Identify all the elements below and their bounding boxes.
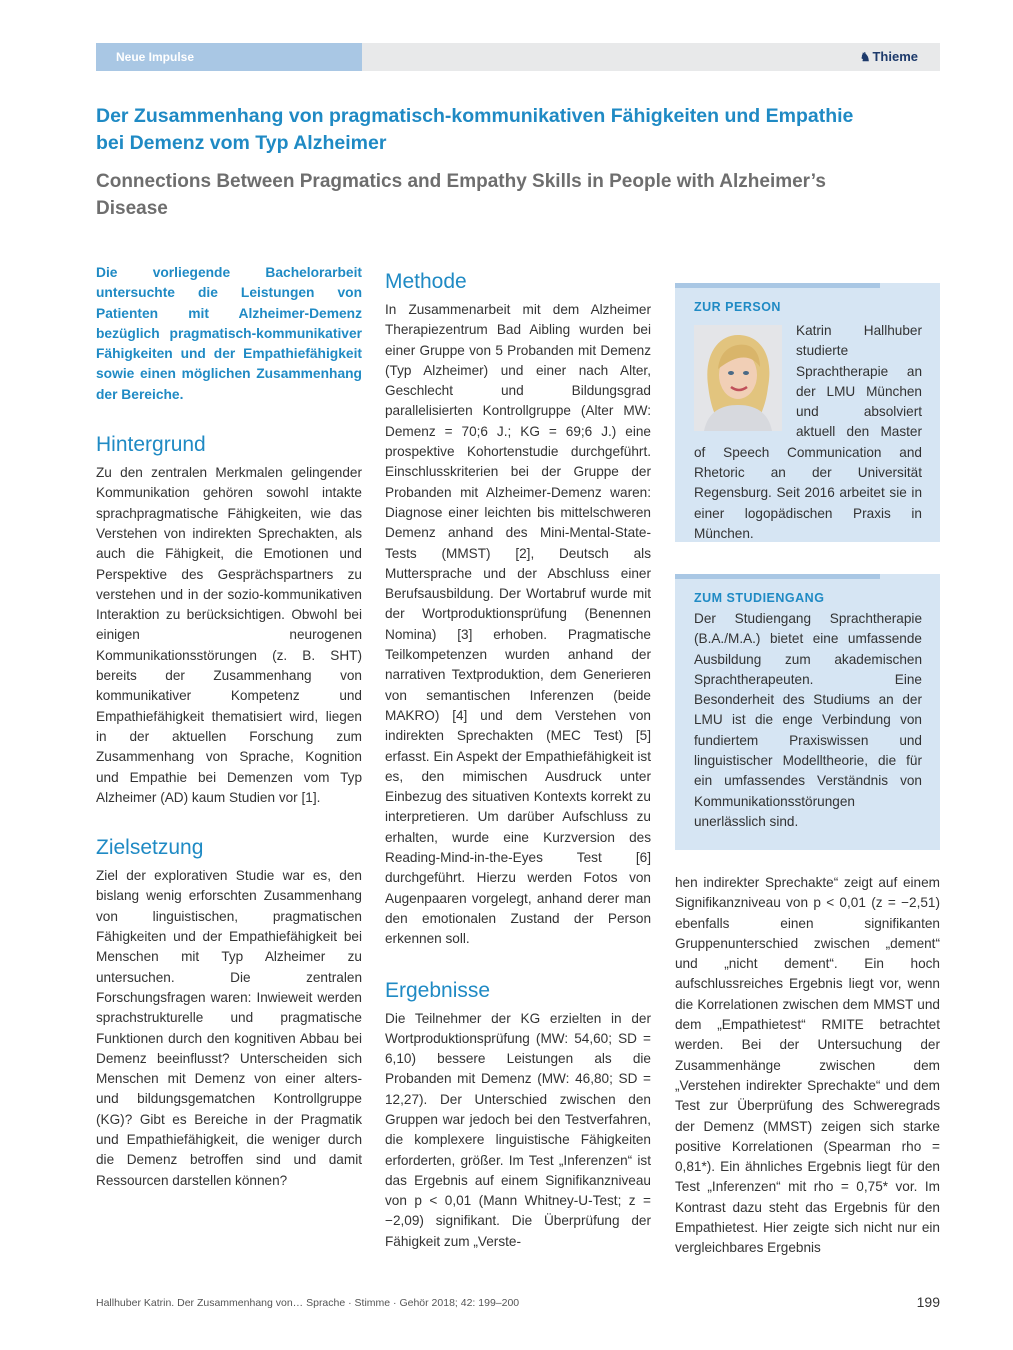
paragraph-hintergrund: Zu den zentralen Merkmalen gelingender Kommunikation gehören sowohl intakte sprachpragmatische Fähigkeiten, wie das Verstehen von indirekten Sprechakten, als auch die Fähigkeit, die Emotionen und Perspektive des Gesprächspartners zu verstehen und in der sozio-kommunikativen Interaktion zu berücksichtigen. Obwohl bei einigen neurogenen Kommunikationsstörungen (z. B. SHT) bereits der Zusammenhang von kommunikativer Kompetenz und Empathiefähigkeit thematisiert wird, liegen in der aktuellen Forschung zum Zusammenhang von Sprache, Kognition und Empathie bei Demenzen vom Typ Alzheimer (AD) kaum Studien vor [1].	[96, 465, 362, 805]
lead-paragraph: Die vorliegende Bachelorarbeit untersuchte die Leistungen von Patienten mit Alzheimer-Demenz bezüglich pragmatisch-kommunikativer Fähigkeiten und der Empathiefähigkeit sowie einen möglichen Zusammenhang der Bereiche.	[96, 265, 362, 402]
heading-hintergrund: Hintergrund	[96, 433, 206, 457]
publisher-brand	[860, 43, 918, 71]
author-portrait	[694, 325, 782, 431]
paragraph-methode: In Zusammenarbeit mit dem Alzheimer Therapiezentrum Bad Aibling wurden bei einer Gruppe von 5 Probanden mit Demenz (Typ Alzheimer) und einer nach Alter, Geschlecht und Bildungsgrad parallelisierten Kontrollgruppe (Alter MW: Demenz = 70;6 J.; KG = 69;6 J.) eine prospektive Kohortenstudie durchgeführt. Einschlusskriterien bei der Gruppe der Probanden mit Alzheimer-Demenz waren: Diagnose einer leichten bis mittelschweren Demenz anhand des Mini-Mental-State-Tests (MMST) [2], Deutsch als Muttersprache und der Abschluss einer Berufsausbildung. Der Wortabruf wurde mit der Wortproduktionsprüfung (Benennen Nomina) [3] erhoben. Pragmatische Teilkompetenzen wurden anhand der narrativen Textproduktion, dem Generieren von semantischen Inferenzen (beide MAKRO) [4] und dem Verstehen von indirekten Sprechakten (MEC Test) [5] erfasst. Ein Aspekt der Empathiefähigkeit ist es, den mimischen Ausdruck unter Einbezug des situativen Kontexts korrekt zu interpretieren. Um darüber Aufschluss zu erhalten, wurde eine Kurzversion des Reading-Mind-in-the-Eyes Test [6] durchgeführt. Hierzu werden Fotos von Augenpaaren vorgelegt, anhand derer man den emotionalen Zustand der Person erkennen soll.	[385, 302, 651, 947]
paragraph-ergebnisse-part1: Die Teilnehmer der KG erzielten in der Wortproduktionsprüfung (MW: 54,60; SD = 6,10) bessere Leistungen als die Probanden mit Demenz (MW: 46,80; SD = 12,27). Der Unterschied zwischen den Gruppen war jedoch bei den Testverfahren, die komplexere linguistische Fähigkeiten erforderten, größer. Im Test „Inferenzen“ ist das Ergebnis auf einem Signifikanzniveau von p < 0,01 (Mann Whitney-U-Test; z = −2,09) signifikant. Die Überprüfung der Fähigkeit zum „Verste-	[385, 1010, 651, 1249]
thieme-logo-icon: ♞	[859, 50, 871, 64]
article-title-german: Der Zusammenhang von pragmatisch-kommunikativen Fähigkeiten und Empathie bei Demenz vom Typ Alzheimer	[96, 105, 854, 154]
box-accent-bar	[675, 574, 880, 579]
author-portrait-graphic	[694, 325, 782, 431]
page-number: 199	[916, 1294, 940, 1310]
box-text-person: Katrin Hallhuber studierte Sprachtherapie an der LMU München und absolviert aktuell den Master of Speech Communication and Rhetoric an der Universität Regensburg. Seit 2016 arbeitet sie in einer logopädischen Praxis in München.	[694, 323, 922, 541]
info-box-person	[675, 283, 940, 542]
box-text-studiengang: Der Studiengang Sprachtherapie (B.A./M.A.) bietet eine umfassende Ausbildung zum akademischen Sprachtherapeuten. Eine Besonderheit des Studiums an der LMU ist die enge Verbindung von fundiertem Praxiswissen und linguistischer Modelltheorie, die für ein umfassendes Verständnis von Kommunikationsstörungen unerlässlich sind.	[694, 611, 922, 829]
column-right	[675, 873, 940, 1259]
column-left	[96, 263, 362, 1191]
paragraph-ergebnisse-part2: hen indirekter Sprechakte“ zeigt auf einem Signifikanzniveau von p < 0,01 (z = −2,51) ebenfalls einen signifikanten Gruppenunterschied zwischen „dement“ und „nicht dement“. Ein hoch aufschlussreiches Ergebnis liegt vor, wenn die Korrelationen zwischen dem MMST und dem „Empathietest“ RMITE betrachtet werden. Bei der Untersuchung der Zusammenhänge zwischen dem „Verstehen indirekter Sprechakte“ und dem Test zur Überprüfung des Schweregrads der Demenz (MMST) zeigen sich starke positive Korrelationen (Spearman rho = 0,81*). Ein ähnliches Ergebnis liegt für den Test „Inferenzen“ mit rho = 0,75* vor. Im Kontrast dazu steht das Ergebnis für den Empathietest. Hier zeigte sich nicht nur ein vergleichbares Ergebnis	[675, 875, 940, 1256]
publisher-name: Thieme	[872, 49, 918, 64]
info-box-studiengang	[675, 574, 940, 850]
heading-methode: Methode	[385, 270, 467, 293]
column-middle	[385, 268, 651, 1252]
box-title-person: ZUR PERSON	[694, 300, 781, 314]
footer-citation: Hallhuber Katrin. Der Zusammenhang von… Sprache · Stimme · Gehör 2018; 42: 199–200	[96, 1297, 520, 1309]
box-title-studiengang: ZUM STUDIENGANG	[694, 591, 825, 605]
box-text-person-wrapper	[694, 321, 922, 544]
section-label: Neue Impulse	[96, 43, 362, 71]
heading-zielsetzung: Zielsetzung	[96, 836, 204, 860]
box-accent-bar	[675, 283, 880, 288]
paragraph-zielsetzung: Ziel der explorativen Studie war es, den bislang wenig erforschten Zusammenhang von linguistischen, pragmatischen Fähigkeiten und der Empathiefähigkeit bei Menschen mit Typ Alzheimer zu untersuchen. Die zentralen Forschungsfragen waren: Inwieweit werden sprachstrukturelle und pragmatische Funktionen durch den kognitiven Abbau bei Demenz beeinflusst? Unterscheiden sich Menschen mit Demenz von einer alters- und bildungsgematchen Kontrollgruppe (KG)? Gibt es Bereiche in der Pragmatik und Empathiefähigkeit, die weniger durch die Demenz betroffen sind und damit Ressourcen darstellen können?	[96, 868, 362, 1188]
heading-ergebnisse: Ergebnisse	[385, 978, 491, 1002]
article-title-english: Connections Between Pragmatics and Empathy Skills in People with Alzheimer’s Disease	[96, 171, 826, 219]
journal-header-bar	[96, 43, 940, 71]
